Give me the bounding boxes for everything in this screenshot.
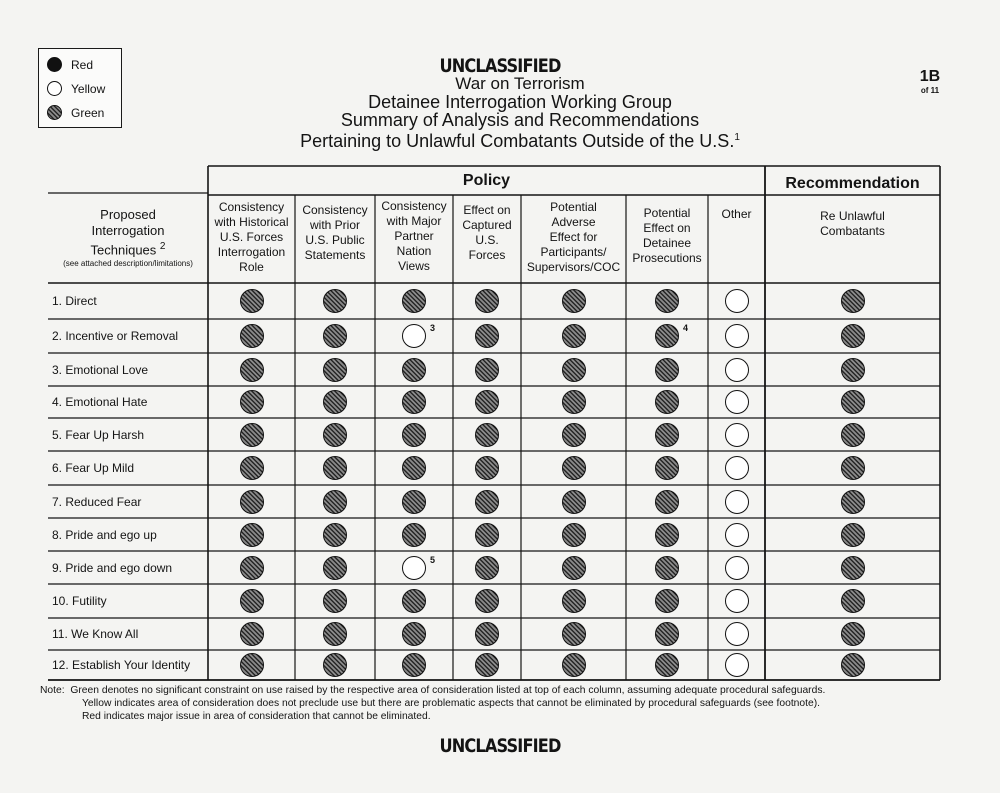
green-rating-icon bbox=[475, 456, 499, 480]
column-header-line: Detainee bbox=[642, 236, 692, 250]
title-footnote-marker: 1 bbox=[734, 132, 740, 143]
yellow-rating-icon bbox=[725, 490, 749, 514]
footnote-marker: 3 bbox=[430, 323, 436, 333]
green-rating-icon bbox=[475, 390, 499, 414]
column-header-line: Captured bbox=[462, 218, 512, 232]
green-rating-icon bbox=[402, 622, 426, 646]
technique-label: 2. Incentive or Removal bbox=[52, 329, 179, 343]
technique-label: 12. Establish Your Identity bbox=[52, 658, 191, 672]
green-rating-icon bbox=[655, 289, 679, 313]
green-rating-icon bbox=[655, 622, 679, 646]
green-rating-icon bbox=[323, 324, 347, 348]
column-header-line: Consistency bbox=[302, 203, 368, 217]
green-rating-icon bbox=[323, 622, 347, 646]
green-rating-icon bbox=[655, 423, 679, 447]
note-prefix: Note: bbox=[40, 685, 65, 696]
column-header-line: Statements bbox=[304, 248, 366, 262]
green-rating-icon bbox=[562, 490, 586, 514]
green-rating-icon bbox=[323, 390, 347, 414]
green-rating-icon bbox=[655, 358, 679, 382]
technique-label: 6. Fear Up Mild bbox=[52, 461, 135, 475]
column-header bbox=[626, 206, 708, 266]
column-header-line: U.S. Forces bbox=[219, 230, 284, 244]
title-line-4-text: Pertaining to Unlawful Combatants Outside of the U.S. bbox=[300, 131, 735, 151]
green-rating-icon bbox=[655, 523, 679, 547]
column-header bbox=[295, 203, 375, 263]
technique-label: 3. Emotional Love bbox=[52, 362, 149, 377]
column-header-line: Supervisors/COC bbox=[526, 260, 621, 274]
technique-label: 1. Direct bbox=[52, 294, 97, 308]
technique-label: 7. Reduced Fear bbox=[52, 494, 142, 509]
note-line-3: Red indicates major issue in area of consideration that cannot be eliminated. bbox=[82, 711, 431, 722]
yellow-rating-icon bbox=[725, 653, 749, 677]
green-rating-icon bbox=[240, 324, 264, 348]
legend-label: Red bbox=[71, 58, 94, 72]
column-header-line: U.S. bbox=[475, 233, 499, 247]
green-rating-icon bbox=[475, 289, 499, 313]
column-header-line: U.S. Public bbox=[305, 233, 365, 247]
column-header-line: Re Unlawful bbox=[820, 209, 885, 223]
green-rating-icon bbox=[475, 523, 499, 547]
column-header bbox=[453, 203, 521, 263]
green-rating-icon bbox=[323, 653, 347, 677]
techniques-footnote-marker: 2 bbox=[159, 241, 166, 252]
green-rating-icon bbox=[562, 289, 586, 313]
green-rating-icon bbox=[323, 358, 347, 382]
technique-label: 4. Emotional Hate bbox=[52, 395, 148, 409]
green-rating-icon bbox=[240, 653, 264, 677]
column-header-line: Potential bbox=[643, 206, 691, 220]
column-header bbox=[375, 199, 453, 274]
green-rating-icon bbox=[562, 390, 586, 414]
green-rating-icon bbox=[240, 289, 264, 313]
green-rating-icon bbox=[562, 622, 586, 646]
green-rating-icon bbox=[323, 556, 347, 580]
title-line-3: Summary of Analysis and Recommendations bbox=[340, 110, 700, 130]
green-rating-icon bbox=[562, 358, 586, 382]
green-rating-icon bbox=[562, 653, 586, 677]
yellow-rating-icon bbox=[725, 358, 749, 382]
green-rating-icon bbox=[475, 556, 499, 580]
techniques-header-note: (see attached description/limitations) bbox=[63, 259, 193, 269]
footnote-marker: 4 bbox=[683, 323, 689, 333]
green-rating-icon bbox=[475, 490, 499, 514]
yellow-rating-icon bbox=[725, 622, 749, 646]
column-header-line: Effect on bbox=[643, 221, 691, 235]
classification-top: UNCLASSIFIED bbox=[439, 55, 561, 77]
title-line-1: War on Terrorism bbox=[455, 74, 585, 93]
column-header-line: Views bbox=[398, 259, 430, 273]
green-rating-icon bbox=[562, 556, 586, 580]
title-line-2: Detainee Interrogation Working Group bbox=[368, 92, 672, 112]
green-rating-icon bbox=[323, 523, 347, 547]
footnote-marker: 5 bbox=[430, 554, 436, 565]
green-rating-icon bbox=[402, 490, 426, 514]
table-note bbox=[40, 684, 960, 723]
column-header-line: with Prior bbox=[309, 218, 360, 232]
yellow-rating-icon bbox=[725, 456, 749, 480]
column-header bbox=[208, 200, 295, 275]
green-rating-icon bbox=[240, 556, 264, 580]
note-line-2: Yellow indicates area of consideration does not preclude use but there are problematic aspects that cannot be eliminated by procedural safeguards (see footnote). bbox=[82, 698, 821, 709]
yellow-rating-icon bbox=[725, 423, 749, 447]
green-rating-icon bbox=[402, 589, 426, 613]
green-rating-icon bbox=[323, 423, 347, 447]
yellow-rating-icon bbox=[402, 556, 426, 580]
green-rating-icon bbox=[841, 523, 865, 547]
column-header-line: Prosecutions bbox=[632, 251, 702, 265]
yellow-rating-icon bbox=[402, 324, 426, 348]
column-header-line: Effect on bbox=[463, 203, 511, 217]
green-rating-icon bbox=[655, 390, 679, 414]
green-rating-icon bbox=[323, 589, 347, 613]
technique-label: 8. Pride and ego up bbox=[52, 527, 157, 542]
column-header-line: Combatants bbox=[820, 224, 885, 238]
green-rating-icon bbox=[475, 653, 499, 677]
column-header-line: Other bbox=[721, 207, 752, 221]
techniques-header-line: Proposed bbox=[100, 207, 156, 222]
yellow-rating-icon bbox=[725, 589, 749, 613]
green-rating-icon bbox=[841, 556, 865, 580]
green-rating-icon bbox=[402, 289, 426, 313]
green-rating-icon bbox=[562, 589, 586, 613]
column-header-line: Role bbox=[239, 260, 264, 274]
green-rating-icon bbox=[402, 423, 426, 447]
green-rating-icon bbox=[475, 423, 499, 447]
green-rating-icon bbox=[402, 523, 426, 547]
column-header-line: Nation bbox=[396, 244, 432, 258]
green-rating-icon bbox=[475, 589, 499, 613]
yellow-rating-icon bbox=[725, 289, 749, 313]
yellow-rating-icon bbox=[725, 523, 749, 547]
green-rating-icon bbox=[240, 390, 264, 414]
page-number-main: 1B bbox=[919, 68, 941, 85]
classification-bottom: UNCLASSIFIED bbox=[439, 735, 561, 757]
green-rating-icon bbox=[475, 622, 499, 646]
green-rating-icon bbox=[841, 358, 865, 382]
green-rating-icon bbox=[841, 289, 865, 313]
note-text: Green denotes no significant constraint on use raised by the respective area of consideration listed at top of each column, assuming adequate procedural safeguards. bbox=[70, 685, 826, 696]
green-rating-icon bbox=[655, 653, 679, 677]
technique-label: 10. Futility bbox=[52, 594, 107, 608]
green-rating-icon bbox=[841, 456, 865, 480]
column-header-line: Effect for bbox=[549, 230, 598, 244]
green-rating-icon bbox=[562, 523, 586, 547]
technique-label: 5. Fear Up Harsh bbox=[52, 427, 145, 442]
green-rating-icon bbox=[402, 390, 426, 414]
policy-header: Policy bbox=[462, 172, 511, 189]
column-header-line: Participants/ bbox=[540, 245, 607, 259]
green-rating-icon bbox=[240, 490, 264, 514]
green-rating-icon bbox=[475, 324, 499, 348]
yellow-rating-icon bbox=[725, 324, 749, 348]
legend-label: Green bbox=[71, 106, 105, 120]
green-rating-icon bbox=[240, 423, 264, 447]
green-rating-icon bbox=[655, 324, 679, 348]
green-rating-icon bbox=[240, 456, 264, 480]
green-rating-icon bbox=[841, 490, 865, 514]
column-header-line: Partner bbox=[394, 229, 434, 243]
green-rating-icon bbox=[841, 390, 865, 414]
column-header-line: Adverse bbox=[551, 215, 596, 229]
green-rating-icon bbox=[841, 622, 865, 646]
green-rating-icon bbox=[475, 358, 499, 382]
green-rating-icon bbox=[240, 358, 264, 382]
green-rating-icon bbox=[841, 423, 865, 447]
green-rating-icon bbox=[323, 490, 347, 514]
column-header-line: Interrogation bbox=[217, 245, 286, 259]
page-number-sub: of 11 bbox=[920, 86, 940, 95]
techniques-header-line: Interrogation bbox=[91, 223, 165, 238]
green-rating-icon bbox=[655, 589, 679, 613]
green-rating-icon bbox=[841, 589, 865, 613]
green-rating-icon bbox=[841, 653, 865, 677]
technique-label: 11. We Know All bbox=[52, 627, 139, 641]
recommendation-header: Recommendation bbox=[785, 175, 920, 192]
green-rating-icon bbox=[323, 289, 347, 313]
legend-label: Yellow bbox=[71, 82, 106, 96]
column-header-line: Consistency bbox=[218, 200, 285, 214]
green-rating-icon bbox=[562, 423, 586, 447]
green-rating-icon bbox=[402, 653, 426, 677]
green-rating-icon bbox=[323, 456, 347, 480]
green-rating-icon bbox=[655, 456, 679, 480]
column-header bbox=[765, 209, 940, 239]
green-rating-icon bbox=[655, 490, 679, 514]
column-header bbox=[708, 207, 765, 222]
note-line-1 bbox=[40, 684, 960, 697]
green-rating-icon bbox=[562, 324, 586, 348]
column-header bbox=[521, 200, 626, 275]
green-rating-icon bbox=[240, 523, 264, 547]
techniques-header-line bbox=[28, 239, 228, 258]
green-rating-icon bbox=[841, 324, 865, 348]
green-rating-icon bbox=[240, 622, 264, 646]
green-rating-icon bbox=[402, 358, 426, 382]
green-rating-icon bbox=[240, 589, 264, 613]
column-header-line: with Major bbox=[386, 214, 442, 228]
yellow-rating-icon bbox=[725, 556, 749, 580]
techniques-column-header bbox=[28, 207, 228, 269]
green-rating-icon bbox=[402, 456, 426, 480]
column-header-line: Consistency bbox=[381, 199, 447, 213]
green-rating-icon bbox=[562, 456, 586, 480]
yellow-rating-icon bbox=[725, 390, 749, 414]
green-rating-icon bbox=[655, 556, 679, 580]
techniques-header-text: Techniques bbox=[90, 242, 157, 258]
column-header-line: Potential bbox=[550, 200, 597, 214]
column-header-line: with Historical bbox=[214, 215, 289, 229]
column-header-line: Forces bbox=[468, 248, 506, 262]
technique-label: 9. Pride and ego down bbox=[52, 560, 173, 575]
